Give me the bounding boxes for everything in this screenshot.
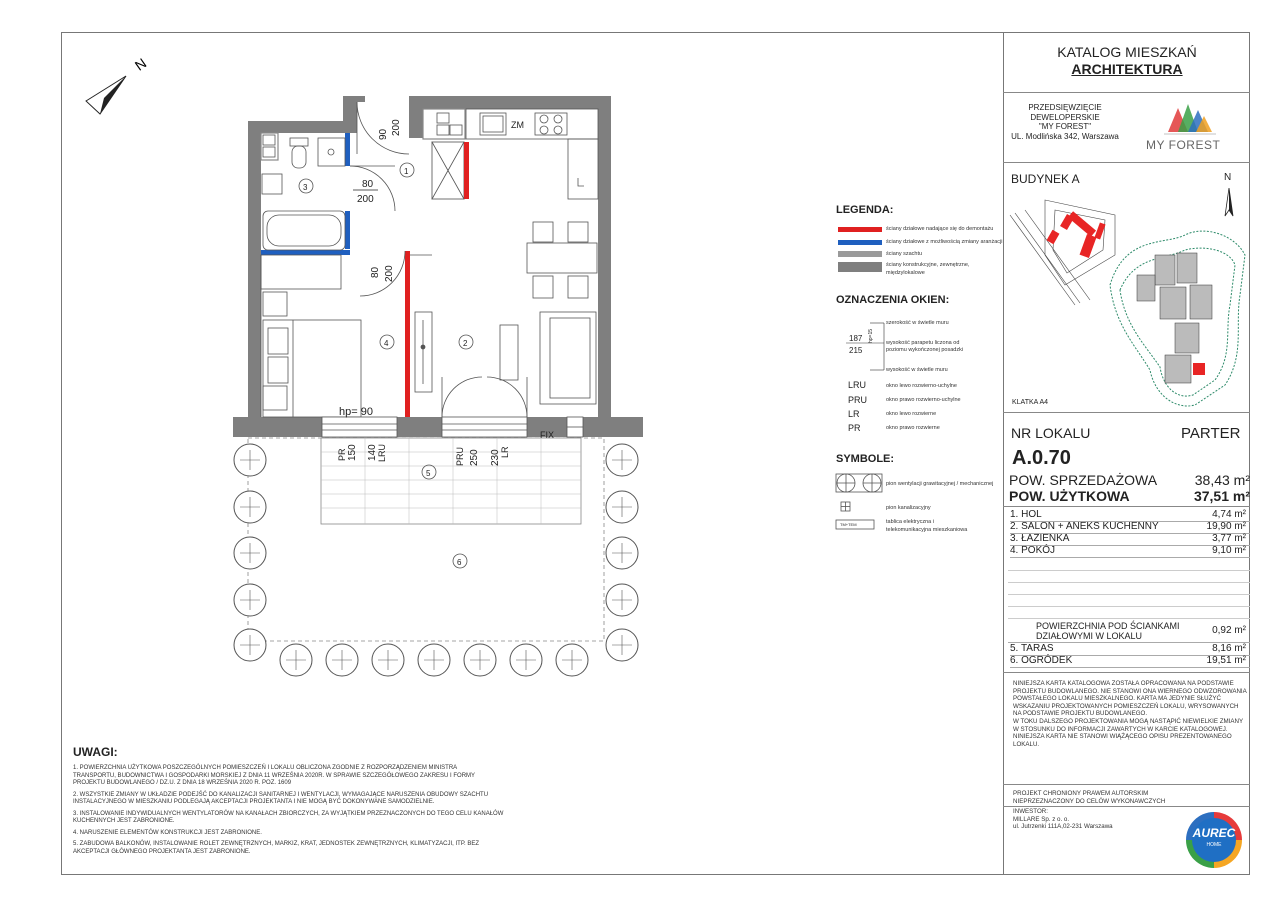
- disclaimer-line: WSKAZANIU PROJEKTOWANYCH POMIESZCZEŃ LOKALU, WRYSOWANYCH: [1013, 702, 1239, 710]
- divider: [1008, 606, 1250, 607]
- under-walls-value: 0,92 m²: [1212, 625, 1246, 636]
- divider: [1003, 506, 1250, 507]
- win2-width: 250: [469, 449, 480, 466]
- developer-info: [1006, 103, 1124, 141]
- win2-code: PRU: [455, 446, 465, 466]
- remark-3a: 3. INSTALOWANIE INDYWIDUALNYCH WENTYLATORÓW NA KANAŁACH ZBIORCZYCH, ZA WYJĄTKIEM PRZEZNACZONYCH DO TEGO CELU KANAŁÓW: [73, 810, 504, 817]
- windows-sill-label2: poziomu wykończonej posadzki: [886, 347, 964, 353]
- disclaimer-line: NA PODSTAWIE PROJEKTU BUDOWLANEGO.: [1013, 710, 1148, 718]
- legend-title: LEGENDA:: [836, 204, 894, 216]
- symbol-panel-box: TM+TEM: [840, 522, 857, 527]
- door-top-width: 90: [378, 128, 389, 140]
- window-code-1: LRU: [848, 380, 867, 390]
- win2-height: 230: [490, 449, 501, 466]
- disclaimer: [1013, 680, 1249, 748]
- plan-north-label: N: [131, 54, 150, 74]
- investor-label: INWESTOR:: [1013, 808, 1048, 815]
- remark-1a: 1. POWIERZCHNIA UŻYTKOWA POSZCZEGÓLNYCH POMIESZCZEŃ I LOKALU OBLICZONA ZGODNIE Z ROZPORZĄDZENIEM MINISTRA: [73, 765, 458, 771]
- windows-sample-top: 187: [849, 334, 863, 343]
- windows-width-label: szerokość w świetle muru: [886, 320, 949, 326]
- developer-line1: PRZEDSIĘWZIĘCIE: [1028, 103, 1102, 112]
- extra-row-2: [1010, 655, 1250, 667]
- win1-code: PR: [337, 448, 347, 461]
- building-north: N: [1224, 172, 1232, 183]
- window-code-2-desc: okno prawo rozwierno-uchylne: [886, 397, 961, 403]
- divider: [1008, 570, 1250, 571]
- divider: [1003, 784, 1250, 785]
- room-number-3: 3: [303, 183, 308, 192]
- windows-sample-bottom: 215: [849, 346, 863, 355]
- disclaimer-line: NINIEJSZA KARTA KATALOGOWA ZOSTAŁA OPRACOWANA NA PODSTAWIE: [1013, 680, 1234, 687]
- legend-item-1: ściany działowe nadające się do demontażu: [886, 226, 994, 232]
- aurec-logo-icon: [1186, 812, 1242, 868]
- remark-5b: AKCEPTACJI GŁÓWNEGO PROJEKTANTA JEST ZABRONIONE.: [73, 848, 251, 855]
- divider: [1003, 92, 1250, 93]
- room-number-4: 4: [384, 339, 389, 348]
- developer-line2: DEWELOPERSKIE: [1030, 112, 1100, 122]
- aurec-logo-sub: HOME: [1206, 842, 1222, 848]
- windows-sample-side: hp=15: [868, 328, 874, 343]
- symbol-panel-2: telekomunikacyjna mieszkaniowa: [886, 527, 968, 533]
- room-area: 4,74 m²: [1212, 509, 1246, 520]
- unit-floor: PARTER: [1181, 425, 1241, 442]
- under-walls-label-1: POWIERZCHNIA POD ŚCIANKAMI: [1036, 621, 1180, 631]
- divider: [1003, 806, 1250, 807]
- disclaimer-line: PROJEKTU BUDOWLANEGO. NIE STANOWI ONA WIERNEGO ODWZOROWANIA: [1013, 687, 1247, 695]
- room-name: 1. HOL: [1010, 509, 1042, 520]
- door-top-height: 200: [391, 119, 402, 136]
- room-area: 9,10 m²: [1212, 545, 1246, 556]
- symbols-icons: [836, 474, 882, 529]
- sales-area-value: 38,43 m²: [1194, 472, 1250, 488]
- remark-2b: INSTALACYJNEGO W MIESZKANIU PODLEGAJĄ AKCEPTACJI PROJEKTANTA I NIE MOGĄ BYĆ DOKONYWANE SAMODZIELNIE.: [73, 799, 435, 805]
- unit-nr-label: NR LOKALU: [1011, 425, 1091, 441]
- win1-width: 150: [347, 444, 358, 461]
- divider: [1008, 618, 1250, 619]
- remark-2a: 2. WSZYSTKIE ZMIANY W UKŁADZIE PODEJŚĆ DO KANALIZACJI SANITARNEJ I WENTYLACJI, WYMAGAJĄCE NARUSZENIA OBUDOWY SZACHTU: [73, 791, 489, 798]
- legend-item-4b: międzylokalowe: [886, 270, 925, 276]
- divider: [1003, 672, 1250, 673]
- room-area: 19,90 m²: [1206, 521, 1246, 532]
- remark-3b: KUCHENNYCH JEST ZABRONIONE.: [73, 818, 175, 824]
- room-number-1: 1: [404, 167, 409, 176]
- door-bath-width: 80: [362, 179, 374, 190]
- remark-1c: PROJEKTU BUDOWLANEGO / DZ.U. Z DNIA 18 WRZEŚNIA 2020 R. POZ. 1609: [73, 780, 292, 786]
- windows-title: OZNACZENIA OKIEN:: [836, 294, 950, 306]
- window-code-4-desc: okno prawo rozwierne: [886, 425, 940, 431]
- room-row-4: [1010, 545, 1250, 557]
- win2-code2: LR: [500, 446, 510, 458]
- my-forest-logo-text: MY FOREST: [1146, 138, 1221, 152]
- window-code-1-desc: okno lewo rozwierno-uchylne: [886, 383, 957, 389]
- divider: [1003, 162, 1250, 163]
- copyright-line: PROJEKT CHRONIONY PRAWEM AUTORSKIM: [1013, 790, 1149, 797]
- window-code-2: PRU: [848, 395, 868, 405]
- window-code-3: LR: [848, 409, 860, 419]
- usable-area-label: POW. UŻYTKOWA: [1009, 488, 1130, 504]
- remarks-list: [73, 765, 523, 856]
- windows-height-label: wysokość w świetle muru: [886, 367, 948, 373]
- remark-5a: 5. ZABUDOWA BALKONÓW, INSTALOWANIE ROLET ZEWNĘTRZNYCH, MARKIZ, KRAT, JEDNOSTEK ZEWNĘTRZNYCH, KLIMATYZACJI, ITP. BEZ: [73, 841, 480, 847]
- fixed-window-label: FIX: [540, 430, 555, 440]
- terrace: [321, 438, 581, 524]
- room-number-5: 5: [426, 469, 431, 478]
- win1-height: 140: [367, 444, 378, 461]
- catalog-title: KATALOG MIESZKAŃ: [1057, 44, 1197, 60]
- unit-id: A.0.70: [1012, 447, 1071, 469]
- door-room-width: 80: [370, 266, 381, 278]
- under-walls-label-2: DZIAŁOWYMI W LOKALU: [1036, 631, 1143, 641]
- extra-name: 6. OGRÓDEK: [1010, 655, 1073, 666]
- symbol-panel: tablica elektryczna i: [886, 519, 934, 525]
- room-area: 3,77 m²: [1212, 533, 1246, 544]
- symbol-vent: pion wentylacji grawitacyjnej / mechanicznej: [886, 481, 994, 487]
- room-row-2: [1010, 521, 1250, 533]
- stair-label: KLATKA A4: [1012, 399, 1049, 406]
- disclaimer-line: POWSTAŁEGO LOKALU MIESZKALNEGO. KARTA MA JEDYNIE SŁUŻYĆ: [1013, 695, 1222, 703]
- room-name: 2. SALON + ANEKS KUCHENNY: [1010, 521, 1159, 532]
- developer-line3: "MY FOREST": [1038, 122, 1092, 131]
- remark-1b: TRANSPORTU, BUDOWNICTWA I GOSPODARKI MORSKIEJ Z DNIA 11 WRZEŚNIA 2020R. W SPRAWIE SZCZEGÓŁOWEGO ZAKRESU I FORMY: [73, 772, 476, 779]
- extra-area: 8,16 m²: [1212, 643, 1246, 654]
- sales-area-label: POW. SPRZEDAŻOWA: [1009, 472, 1158, 488]
- extra-name: 5. TARAS: [1010, 643, 1054, 654]
- window-code-3-desc: okno lewo rozwierne: [886, 411, 937, 417]
- legend-item-2: ściany działowe z możliwością zmiany aranżacji: [886, 239, 1003, 245]
- room-number-6: 6: [457, 558, 462, 567]
- legend-item-3: ściany szachtu: [886, 251, 923, 257]
- divider: [1008, 594, 1250, 595]
- developer-address: UL. Modlińska 342, Warszawa: [1011, 131, 1119, 141]
- copyright: [1013, 790, 1249, 805]
- dept-title: ARCHITEKTURA: [1071, 61, 1183, 77]
- my-forest-logo-icon: [1158, 100, 1228, 140]
- divider: [1003, 412, 1250, 413]
- windows-sill-label1: wysokość parapetu liczona od: [886, 340, 960, 346]
- divider: [1008, 582, 1250, 583]
- legend-swatches: [838, 227, 882, 272]
- investor-address: ul. Jutrzenki 111A,02-231 Warszawa: [1013, 823, 1113, 831]
- site-map: [1005, 195, 1250, 415]
- disclaimer-line: W TOKU DALSZEGO PROJEKTOWANIA MOGĄ NASTĄPIĆ NIEWIELKIE ZMIANY: [1013, 717, 1244, 725]
- room-name: 4. POKÓJ: [1010, 545, 1056, 556]
- symbols-title: SYMBOLE:: [836, 453, 895, 465]
- disclaimer-line: LOKALU.: [1013, 740, 1040, 748]
- symbol-sewer: pion kanalizacyjny: [886, 505, 931, 511]
- copyright-line: NIEPRZEZNACZONY DO CELÓW WYKONAWCZYCH: [1013, 797, 1166, 805]
- legend-item-4: ściany konstrukcyjne, zewnętrzne,: [886, 262, 970, 268]
- window-sill-height: hp= 90: [339, 406, 373, 418]
- room-number-2: 2: [463, 339, 468, 348]
- fridge-label: ZM: [511, 120, 524, 130]
- door-bath-height: 200: [357, 194, 374, 205]
- remarks-title: UWAGI:: [73, 745, 118, 759]
- remark-4: 4. NARUSZENIE ELEMENTÓW KONSTRUKCJI JEST ZABRONIONE.: [73, 829, 262, 836]
- room-row-1: [1010, 509, 1250, 521]
- investor-name: MILLARE Sp. z o. o.: [1013, 815, 1070, 823]
- room-name: 3. ŁAZIENKA: [1010, 533, 1070, 544]
- window-code-4: PR: [848, 423, 861, 433]
- room-row-3: [1010, 533, 1250, 545]
- building-name: BUDYNEK A: [1011, 172, 1080, 186]
- door-room-height: 200: [384, 265, 395, 282]
- extra-row-1: [1010, 643, 1250, 655]
- disclaimer-line: W STOSUNKU DO INFORMACJI ZAWARTYCH W KARCIE KATALOGOWEJ.: [1013, 725, 1228, 733]
- win1-code2: LRU: [377, 443, 387, 462]
- disclaimer-line: NINIEJSZA KARTA NIE STANOWI WIĄŻĄCEGO OPISU PREZENTOWANEGO: [1013, 733, 1232, 741]
- north-arrow-icon: [86, 76, 126, 114]
- panel-divider: [1003, 32, 1004, 875]
- usable-area-value: 37,51 m²: [1193, 488, 1250, 504]
- extra-area: 19,51 m²: [1206, 655, 1246, 666]
- aurec-logo-text: AUREC: [1192, 826, 1236, 840]
